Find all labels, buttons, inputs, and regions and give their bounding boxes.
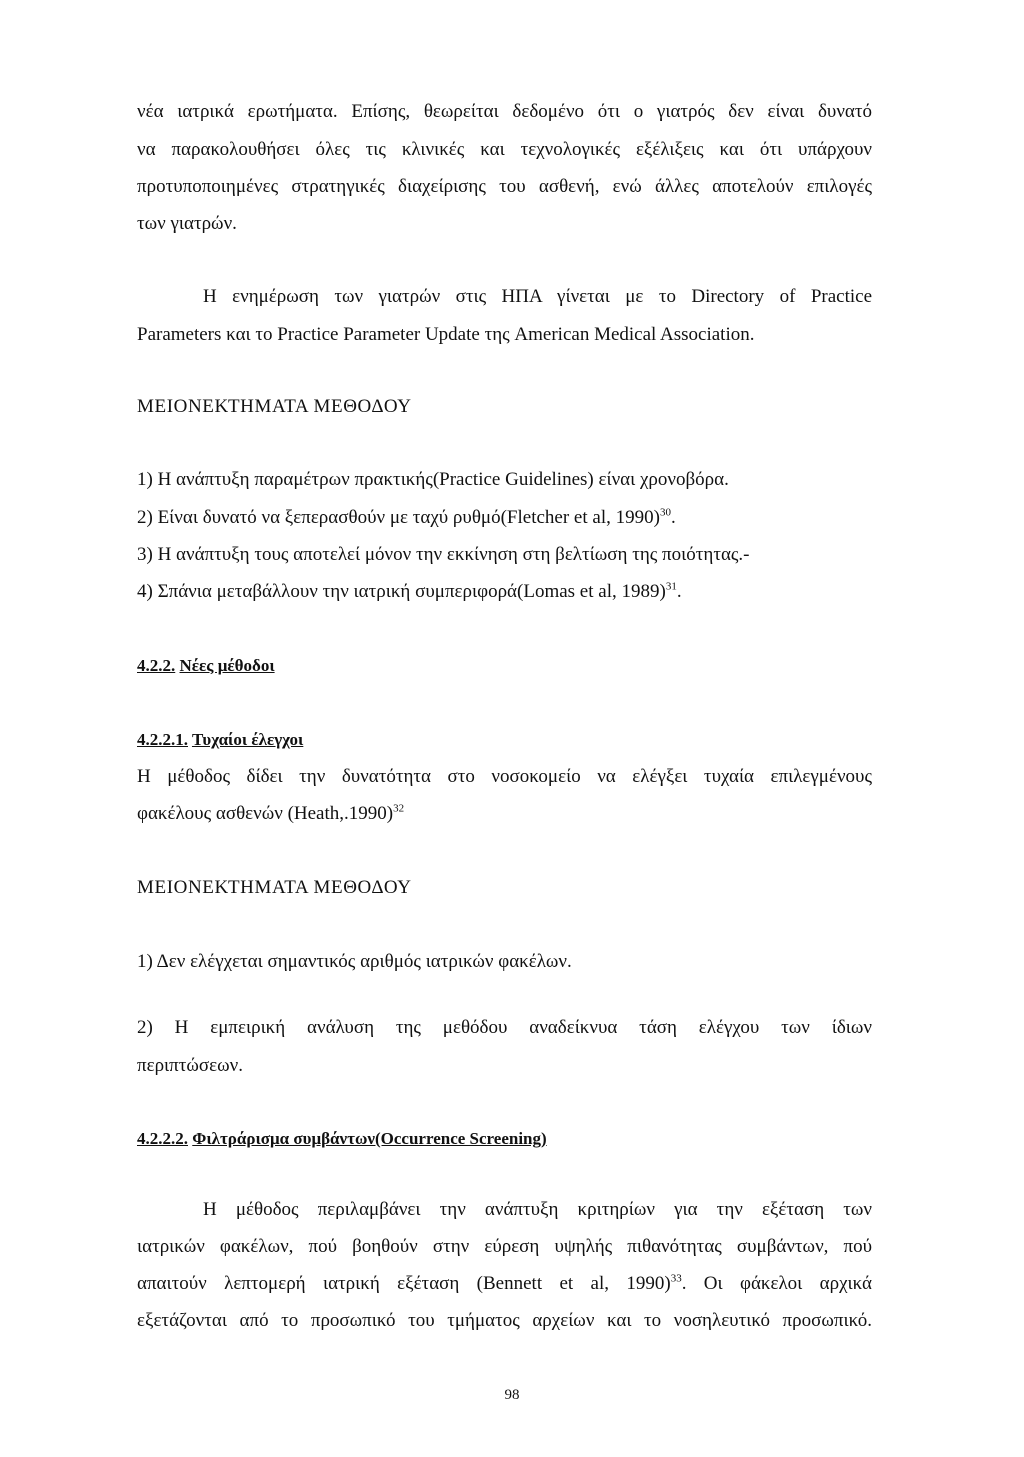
paragraph-1-line-2: να παρακολουθήσει όλες τις κλινικές και τεχνολογικές εξέλιξεις και ότι υπάρχουν [137,139,872,160]
list-1-item-2: 2) Είναι δυνατό να ξεπερασθούν με ταχύ ρυθμό(Fletcher et al, 1990)$^{30}$. [137,506,676,528]
paragraph-1-line-3: προτυποποιημένες στρατηγικές διαχείρισης του ασθενή, ενώ άλλες αποτελούν επιλογές [137,176,872,197]
footnote-ref-30: 30 [659,506,671,519]
paragraph-1-line-1: νέα ιατρικά ερωτήματα. Επίσης, θεωρείται δεδομένο ότι ο γιατρός δεν είναι δυνατό [137,101,872,122]
footnote-ref-33: 33 [670,1272,682,1285]
paragraph-2-line-1: Η ενημέρωση των γιατρών στις ΗΠΑ γίνεται με το Directory of Practice [203,286,872,307]
section-4-2-2-1-line-2: φακέλους ασθενών (Heath,.1990)$^{32}$ [137,802,405,824]
paragraph-1-line-4: των γιατρών. [137,213,237,234]
list-1-item-4: 4) Σπάνια μεταβάλλουν την ιατρική συμπεριφορά(Lomas et al, 1989)$^{31}$. [137,580,682,602]
footnote-ref-32: 32 [393,802,405,815]
paragraph-2-line-2: Parameters και το Practice Parameter Update της American Medical Association. [137,324,755,345]
paragraph-3-line-1: Η μέθοδος περιλαμβάνει την ανάπτυξη κριτηρίων για την εξέταση των [203,1199,872,1220]
paragraph-3-line-2: ιατρικών φακέλων, πού βοηθούν στην εύρεση υψηλής πιθανότητας συμβάντων, πού [137,1236,872,1257]
paragraph-3-line-4: εξετάζονται από το προσωπικό του τμήματος αρχείων και το νοσηλευτικό προσωπικό. [137,1310,872,1331]
section-heading-4-2-2: 4.2.2. Νέες μέθοδοι [137,656,275,675]
disadvantages-heading-2: ΜΕΙΟΝΕΚΤΗΜΑΤΑ ΜΕΘΟΔΟΥ [137,877,412,898]
footnote-ref-31: 31 [665,580,677,593]
list-2-item-2-line-2: περιπτώσεων. [137,1055,243,1076]
list-2-item-1: 1) Δεν ελέγχεται σημαντικός αριθμός ιατρικών φακέλων. [137,951,572,972]
list-1-item-3: 3) Η ανάπτυξη τους αποτελεί μόνον την εκκίνηση στη βελτίωση της ποιότητας.- [137,544,750,565]
section-4-2-2-1-line-1: Η μέθοδος δίδει την δυνατότητα στο νοσοκομείο να ελέγξει τυχαία επιλεγμένους [137,766,872,787]
paragraph-3-line-3: απαιτούν λεπτομερή ιατρική εξέταση (Bennett et al, 1990)$^{33}$. Οι φάκελοι αρχικά [137,1272,872,1294]
list-1-item-1: 1) Η ανάπτυξη παραμέτρων πρακτικής(Practice Guidelines) είναι χρονοβόρα. [137,469,729,490]
section-heading-4-2-2-1: 4.2.2.1. Τυχαίοι έλεγχοι [137,730,304,749]
page-number: 98 [504,1387,520,1403]
disadvantages-heading-1: ΜΕΙΟΝΕΚΤΗΜΑΤΑ ΜΕΘΟΔΟΥ [137,396,412,417]
list-2-item-2-line-1: 2) Η εμπειρική ανάλυση της μεθόδου αναδείκνυα τάση ελέγχου των ίδιων [137,1017,872,1038]
section-heading-4-2-2-2: 4.2.2.2. Φιλτράρισμα συμβάντων(Occurrence Screening) [137,1129,547,1148]
